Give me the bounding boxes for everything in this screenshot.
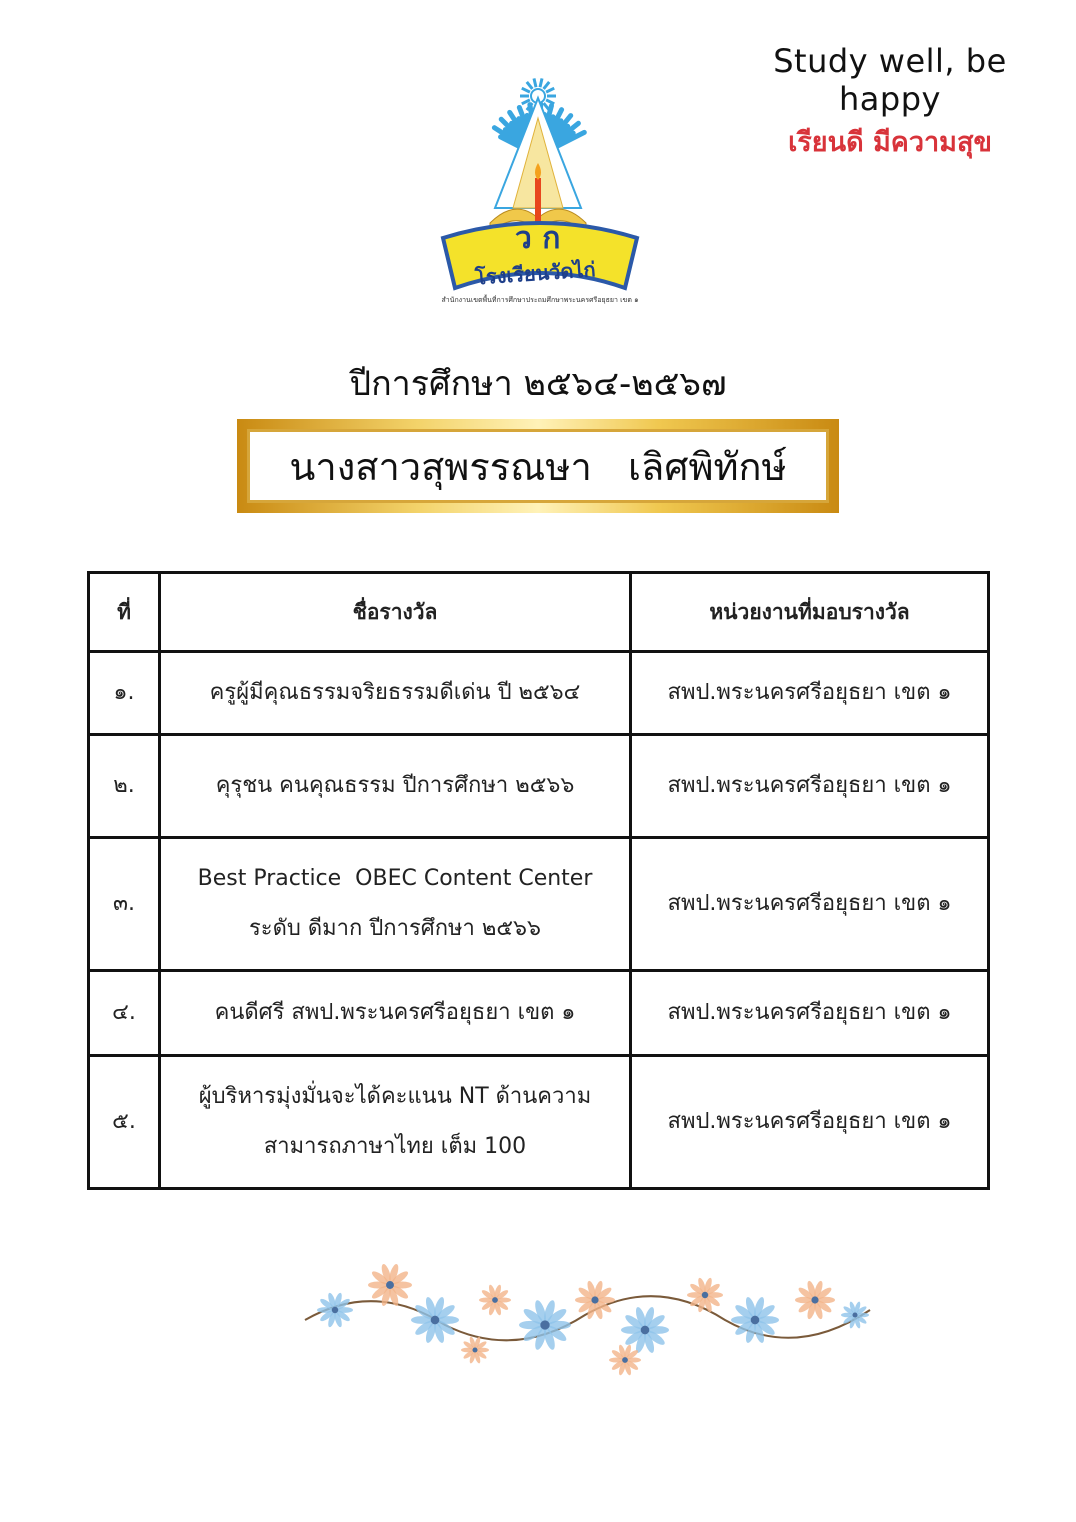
- row-agency: สพป.พระนครศรีอยุธยา เขต ๑: [631, 735, 989, 838]
- header-no: ที่: [89, 573, 160, 652]
- award-line: ระดับ ดีมาก ปีการศึกษา ๒๕๖๖: [248, 916, 541, 941]
- award-line: คนดีศรี สพป.พระนครศรีอยุธยา เขต ๑: [214, 1000, 576, 1025]
- row-award: [160, 1056, 631, 1189]
- row-no: ๑.: [89, 652, 160, 735]
- header-agency: หน่วยงานที่มอบรางวัล: [631, 573, 989, 652]
- academic-year-title: ปีการศึกษา ๒๕๖๔-๒๕๖๗: [349, 364, 727, 404]
- table-row: [89, 1056, 989, 1189]
- row-award: [160, 838, 631, 971]
- table-header-row: [89, 573, 989, 652]
- table-row: [89, 838, 989, 971]
- row-no: ๓.: [89, 838, 160, 971]
- row-agency: สพป.พระนครศรีอยุธยา เขต ๑: [631, 652, 989, 735]
- award-line: ผู้บริหารมุ่งมั่นจะได้คะแนน NT ด้านความ: [198, 1084, 592, 1109]
- name-frame: [237, 419, 839, 513]
- row-award: [160, 735, 631, 838]
- row-agency: สพป.พระนครศรีอยุธยา เขต ๑: [631, 1056, 989, 1189]
- row-award: [160, 652, 631, 735]
- award-line: ครูผู้มีคุณธรรมจริยธรรมดีเด่น ปี ๒๕๖๔: [209, 680, 581, 705]
- row-no: ๕.: [89, 1056, 160, 1189]
- motto: [720, 42, 1060, 163]
- awards-table: [87, 571, 990, 1190]
- logo-caption: สำนักงานเขตพื้นที่การศึกษาประถมศึกษาพระนครศรีอยุธยา เขต ๑: [441, 296, 639, 304]
- logo-school-name: โรงเรียนวัดไก่: [474, 257, 597, 290]
- row-no: ๔.: [89, 971, 160, 1056]
- row-no: ๒.: [89, 735, 160, 838]
- table-row: [89, 652, 989, 735]
- school-logo-icon: [435, 58, 645, 308]
- header-award: ชื่อรางวัล: [160, 573, 631, 652]
- row-agency: สพป.พระนครศรีอยุธยา เขต ๑: [631, 838, 989, 971]
- award-line: Best Practice OBEC Content Center: [197, 866, 593, 891]
- person-name: นางสาวสุพรรณษา เลิศพิทักษ์: [247, 429, 829, 503]
- motto-english: Study well, be happy: [773, 42, 1007, 118]
- table-row: [89, 971, 989, 1056]
- row-agency: สพป.พระนครศรีอยุธยา เขต ๑: [631, 971, 989, 1056]
- logo-initials: ว ก: [515, 221, 561, 256]
- award-line: คุรุชน คนคุณธรรม ปีการศึกษา ๒๕๖๖: [215, 773, 575, 798]
- floral-garland-icon: [295, 1240, 880, 1390]
- award-line: สามารถภาษาไทย เต็ม 100: [263, 1134, 527, 1159]
- table-row: [89, 735, 989, 838]
- motto-thai: เรียนดี มีความสุข: [788, 127, 992, 158]
- row-award: [160, 971, 631, 1056]
